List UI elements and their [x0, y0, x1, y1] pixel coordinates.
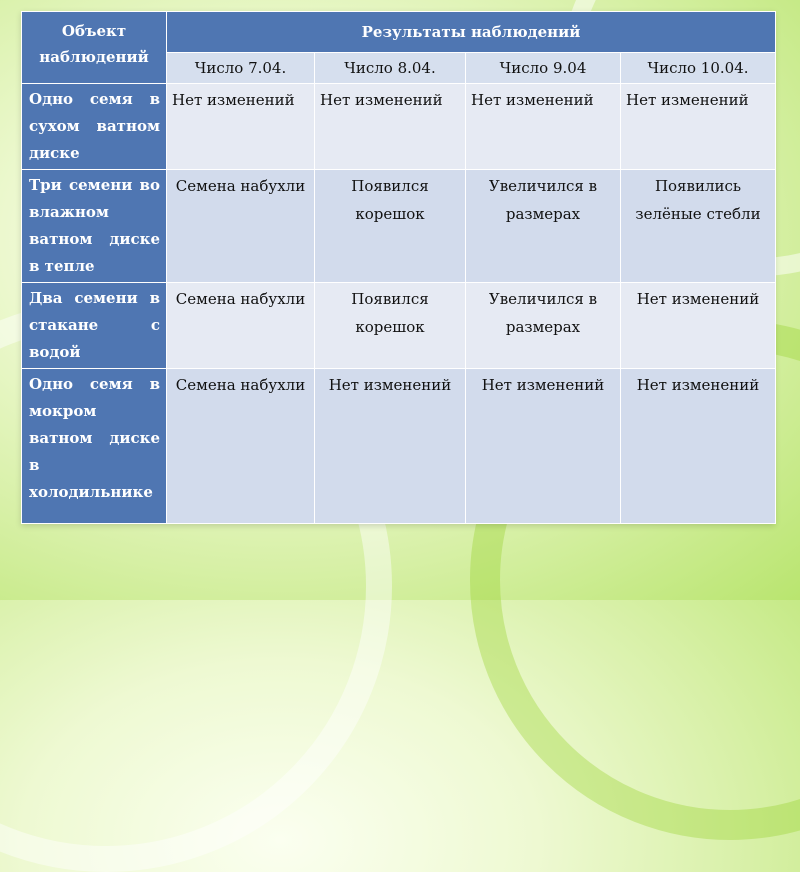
- table-cell: Появился корешок: [315, 170, 466, 283]
- table-cell: Нет изменений: [621, 369, 776, 524]
- table-cell: Нет изменений: [621, 283, 776, 369]
- header-row: [22, 12, 776, 53]
- table-cell: Нет изменений: [167, 84, 315, 170]
- date-header: Число 9.04: [466, 53, 621, 84]
- date-header: Число 8.04.: [315, 53, 466, 84]
- table-cell: Увеличился в размерах: [466, 170, 621, 283]
- table-cell: Нет изменений: [315, 369, 466, 524]
- table-row: [22, 170, 776, 283]
- table-row: [22, 283, 776, 369]
- table-cell: Нет изменений: [466, 84, 621, 170]
- table-cell: Семена набухли: [167, 283, 315, 369]
- table-cell: Семена набухли: [167, 170, 315, 283]
- row-label: Одно семя в сухом ватном диске: [22, 84, 167, 170]
- row-label: Три семени во влажном ватном диске в тепле: [22, 170, 167, 283]
- table-cell: Нет изменений: [466, 369, 621, 524]
- header-object: Объект наблюдений: [22, 12, 167, 84]
- table-cell: Семена набухли: [167, 369, 315, 524]
- observation-table-container: [21, 11, 775, 524]
- table-cell: Увеличился в размерах: [466, 283, 621, 369]
- header-results: Результаты наблюдений: [167, 12, 776, 53]
- date-header: Число 7.04.: [167, 53, 315, 84]
- observation-table: [21, 11, 776, 524]
- date-header: Число 10.04.: [621, 53, 776, 84]
- table-cell: Нет изменений: [621, 84, 776, 170]
- table-cell: Появились зелёные стебли: [621, 170, 776, 283]
- row-label: Одно семя в мокром ватном диске в холодильнике: [22, 369, 167, 524]
- table-row: [22, 84, 776, 170]
- row-label: Два семени в стакане с водой: [22, 283, 167, 369]
- table-cell: Нет изменений: [315, 84, 466, 170]
- table-cell: Появился корешок: [315, 283, 466, 369]
- table-row: [22, 369, 776, 524]
